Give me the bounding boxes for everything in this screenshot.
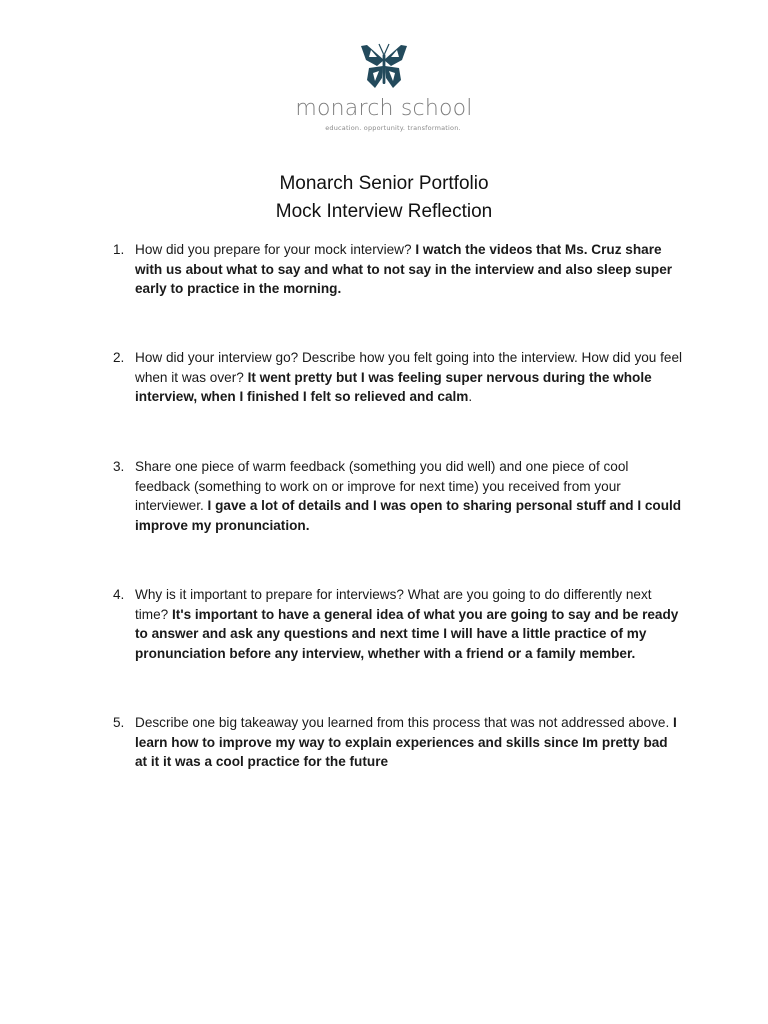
question-body xyxy=(135,585,683,663)
question-number: 4. xyxy=(113,587,125,602)
question-answer: I watch the videos that Ms. Cruz share with us about what to say and what to not say in the interview and also sleep super early to practice in the morning. xyxy=(135,242,673,297)
page-subtitle: Mock Interview Reflection xyxy=(275,201,493,222)
butterfly-logo-icon xyxy=(357,42,411,92)
question-body xyxy=(135,240,683,299)
question-number: 1. xyxy=(113,242,125,257)
question-suffix: . xyxy=(468,389,473,405)
question-prompt: How did you prepare for your mock interview? xyxy=(135,242,416,257)
question-number: 2. xyxy=(113,350,125,365)
question-answer: I learn how to improve my way to explain experiences and skills since Im pretty bad at it it was a cool practice for the future xyxy=(135,715,677,770)
question-prompt: How did your interview go? Describe how you felt going into the interview. How did you feel when it was over? xyxy=(135,350,683,385)
question-body xyxy=(135,457,683,535)
question-answer: I gave a lot of details and I was open to sharing personal stuff and I could improve my pronunciation. xyxy=(135,498,682,533)
question-number: 3. xyxy=(113,459,125,474)
question-body xyxy=(135,713,683,772)
question-prompt: Describe one big takeaway you learned from this process that was not addressed above. xyxy=(135,715,674,730)
question-number: 5. xyxy=(113,715,125,730)
question-answer: It's important to have a general idea of what you are going to say and be ready to answer and ask any questions and next time I will have a little practice of my pronunciation before any interview, whether with a friend or a family member. xyxy=(135,606,679,661)
document-title-block xyxy=(0,170,768,226)
logo-tagline: education. opportunity. transformation. xyxy=(325,124,461,132)
question-answer: It went pretty but I was feeling super nervous during the whole interview, when I finished I felt so relieved and calm xyxy=(135,369,652,405)
page-title: Monarch Senior Portfolio xyxy=(279,173,489,194)
question-body xyxy=(135,348,683,407)
logo-wordmark: monarch school xyxy=(295,96,473,121)
question-prompt: Share one piece of warm feedback (something you did well) and one piece of cool feedback (something to work on or improve for next time) you received from your interviewer. xyxy=(135,459,629,514)
school-logo xyxy=(0,42,768,132)
question-prompt: Why is it important to prepare for interviews? What are you going to do differently next time? xyxy=(135,587,652,622)
